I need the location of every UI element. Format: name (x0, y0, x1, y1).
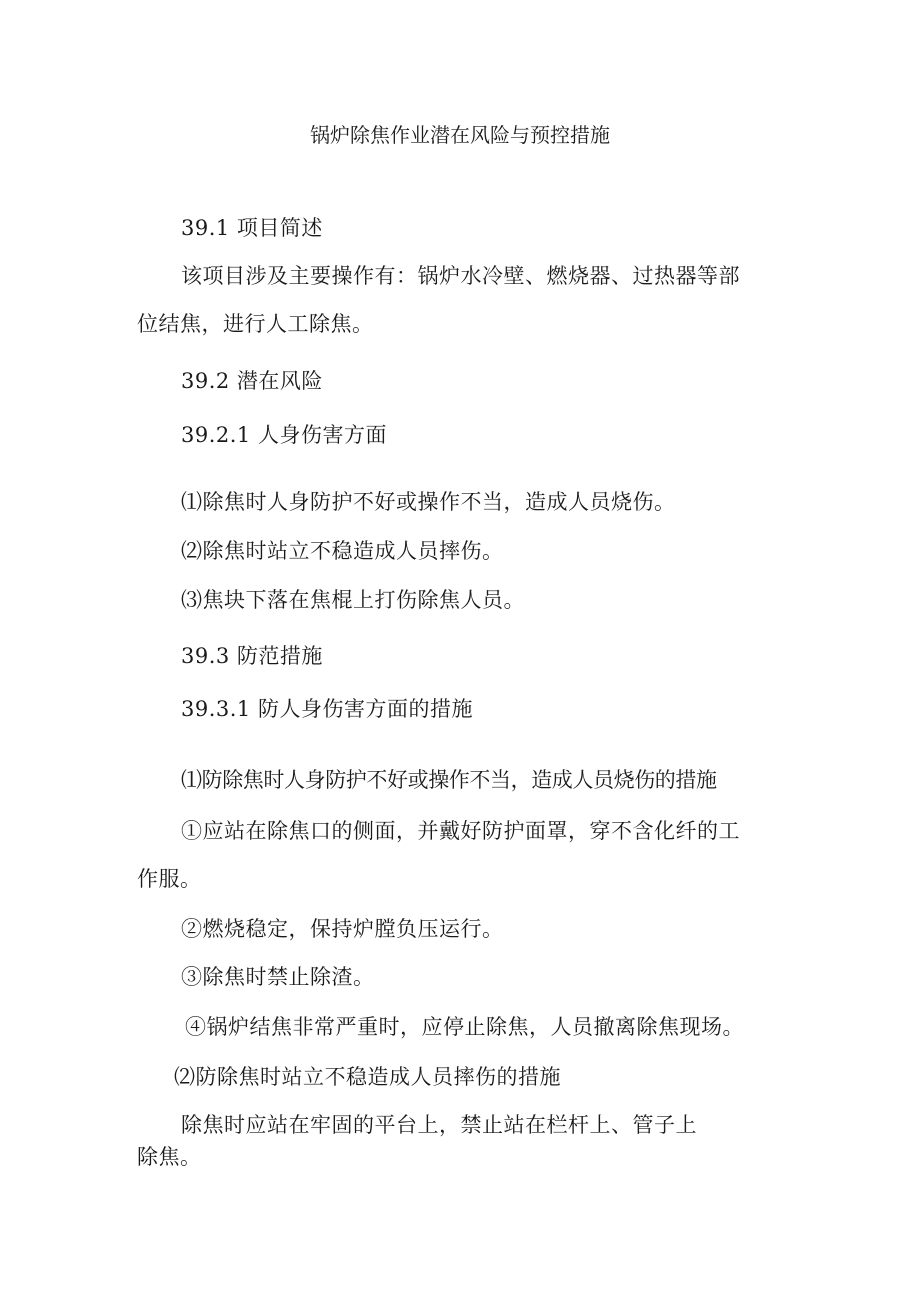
section-heading-39-1: 39.1 项目简述 (181, 216, 323, 240)
subsection-heading-39-2-1: 39.2.1 人身伤害方面 (181, 423, 387, 447)
list-item: ④锅炉结焦非常严重时，应停止除焦，人员撤离除焦现场。 (185, 1015, 744, 1039)
paragraph-line: 位结焦，进行人工除焦。 (137, 312, 374, 336)
paragraph-line: 除焦。 (137, 1145, 202, 1169)
list-item: ②燃烧稳定，保持炉膛负压运行。 (181, 917, 504, 941)
section-heading-39-2: 39.2 潜在风险 (181, 369, 323, 393)
document-title: 锅炉除焦作业潜在风险与预控措施 (310, 123, 610, 147)
list-item: ⑶焦块下落在焦棍上打伤除焦人员。 (181, 588, 525, 612)
list-item: ⑵防除焦时站立不稳造成人员摔伤的措施 (174, 1065, 561, 1089)
list-item: ⑴除焦时人身防护不好或操作不当，造成人员烧伤。 (181, 490, 676, 514)
section-heading-39-3: 39.3 防范措施 (181, 644, 323, 668)
list-item: ⑴防除焦时人身防护不好或操作不当，造成人员烧伤的措施 (181, 768, 717, 792)
list-item: ⑵除焦时站立不稳造成人员摔伤。 (181, 539, 504, 563)
paragraph-line: 该项目涉及主要操作有：锅炉水冷壁、燃烧器、过热器等部 (181, 264, 740, 288)
subsection-heading-39-3-1: 39.3.1 防人身伤害方面的措施 (181, 697, 473, 721)
list-item: ①应站在除焦口的侧面，并戴好防护面罩，穿不含化纤的工 (181, 819, 740, 843)
paragraph-line: 除焦时应站在牢固的平台上，禁止站在栏杆上、管子上 (181, 1113, 697, 1137)
list-item: ③除焦时禁止除渣。 (181, 965, 375, 989)
paragraph-line: 作服。 (137, 867, 202, 891)
